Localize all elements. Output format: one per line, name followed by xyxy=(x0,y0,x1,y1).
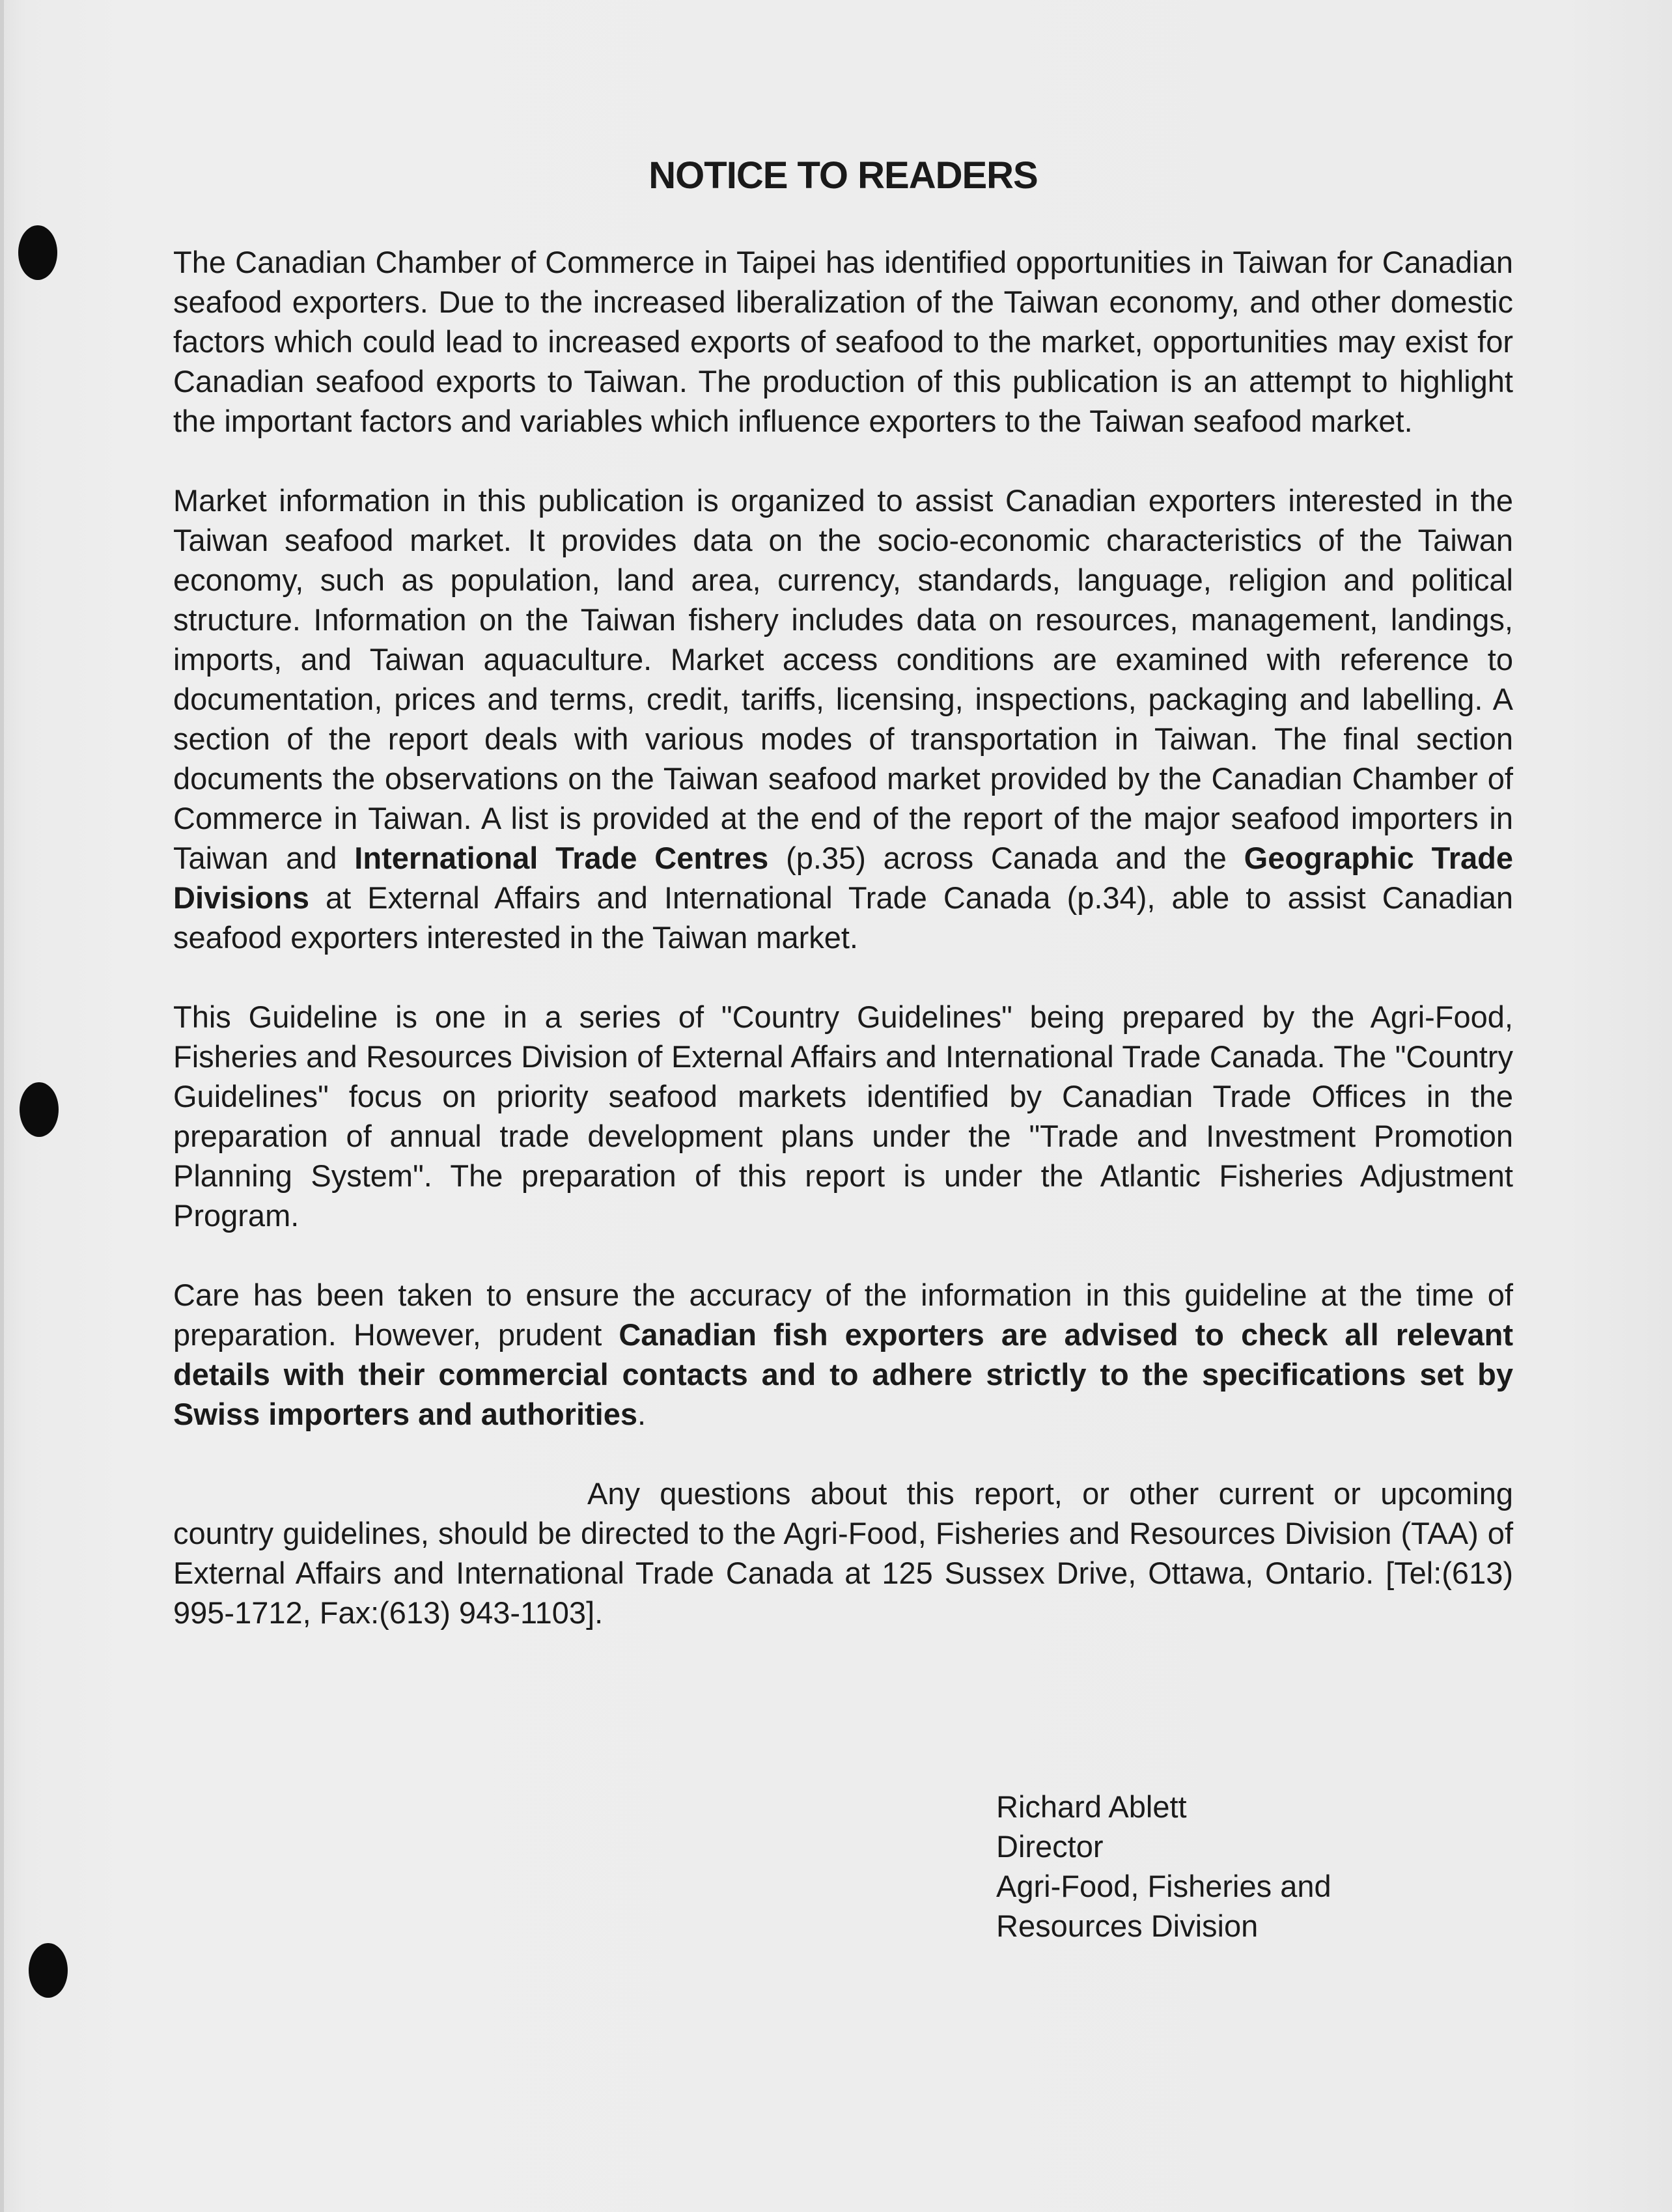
signature-block xyxy=(996,1787,1331,1946)
paragraph-market-information xyxy=(173,481,1513,957)
document-body xyxy=(173,242,1513,1672)
paragraph-opportunities: The Canadian Chamber of Commerce in Taipei has identified opportunities in Taiwan for Canadian seafood exporters. Due to the increased liberalization of the Taiwan economy, and other domestic factors which could lead to increased exports of seafood to the market, opportunities may exist for Canadian seafood exports to Taiwan. The production of this publication is an attempt to highlight the important factors and variables which influence exporters to the Taiwan seafood market. xyxy=(173,245,1513,438)
bold-text-advisory: Canadian fish exporters are advised to check all relevant details with their commercial contacts and to adhere strictly to the specifications set by Swiss importers and authorities xyxy=(173,1317,1513,1431)
signatory-division-line2: Resources Division xyxy=(996,1909,1259,1943)
paragraph-country-guidelines: This Guideline is one in a series of "Country Guidelines" being prepared by the Agri-Food, Fisheries and Resources Division of External Affairs and International Trade Canada. The "Country Guidelines" focus on priority seafood markets identified by Canadian Trade Offices in the preparation of annual trade development plans under the "Trade and Investment Promotion Planning System". The preparation of this report is under the Atlantic Fisheries Adjustment Program. xyxy=(173,1000,1513,1233)
paragraph-text: . xyxy=(637,1397,647,1431)
paragraph-text: Care has been taken to ensure the accuracy of the information in this guideline at the time of preparation. However, prudent xyxy=(173,1278,1513,1352)
signatory-position: Director xyxy=(996,1829,1104,1864)
paragraph-contact-info: Any questions about this report, or other current or upcoming country guidelines, should be directed to the Agri-Food, Fisheries and Resources Division (TAA) of External Affairs and International Trade Canada at 125 Sussex Drive, Ottawa, Ontario. [Tel:(613) 995-1712, Fax:(613) 943-1103]. xyxy=(173,1476,1513,1630)
punch-hole-middle xyxy=(20,1082,59,1137)
paragraph-accuracy-notice xyxy=(173,1275,1513,1434)
signatory-name: Richard Ablett xyxy=(996,1789,1187,1824)
bold-text-geographic-divisions: Geographic Trade Divisions xyxy=(173,841,1514,915)
punch-hole-top xyxy=(18,225,57,280)
paragraph-text: Market information in this publication is organized to assist Canadian exporters interested in the Taiwan seafood market. It provides data on the socio-economic characteristics of the Taiwan economy, such as population, land area, currency, standards, language, religion and political structure. Information on the Taiwan fishery includes data on resources, management, landings, imports, and Taiwan aquaculture. Market access conditions are examined with reference to documentation, prices and terms, credit, tariffs, licensing, inspections, packaging and labelling. A section of the report deals with various modes of transportation in Taiwan. The final section documents the observations on the Taiwan seafood market provided by the Canadian Chamber of Commerce in Taiwan. A list is provided at the end of the report of the major seafood importers in Taiwan and xyxy=(173,483,1513,875)
page-title: NOTICE TO READERS xyxy=(648,154,1038,197)
paragraph-text: at External Affairs and International Trade Canada (p.34), able to assist Canadian seafood exporters interested in the Taiwan market. xyxy=(173,880,1513,955)
paragraph-text: (p.35) across Canada and the xyxy=(768,841,1244,875)
punch-hole-bottom xyxy=(29,1943,68,1998)
bold-text-trade-centres: International Trade Centres xyxy=(354,841,769,875)
signatory-division-line1: Agri-Food, Fisheries and xyxy=(996,1869,1331,1903)
page-left-edge xyxy=(0,0,4,2212)
